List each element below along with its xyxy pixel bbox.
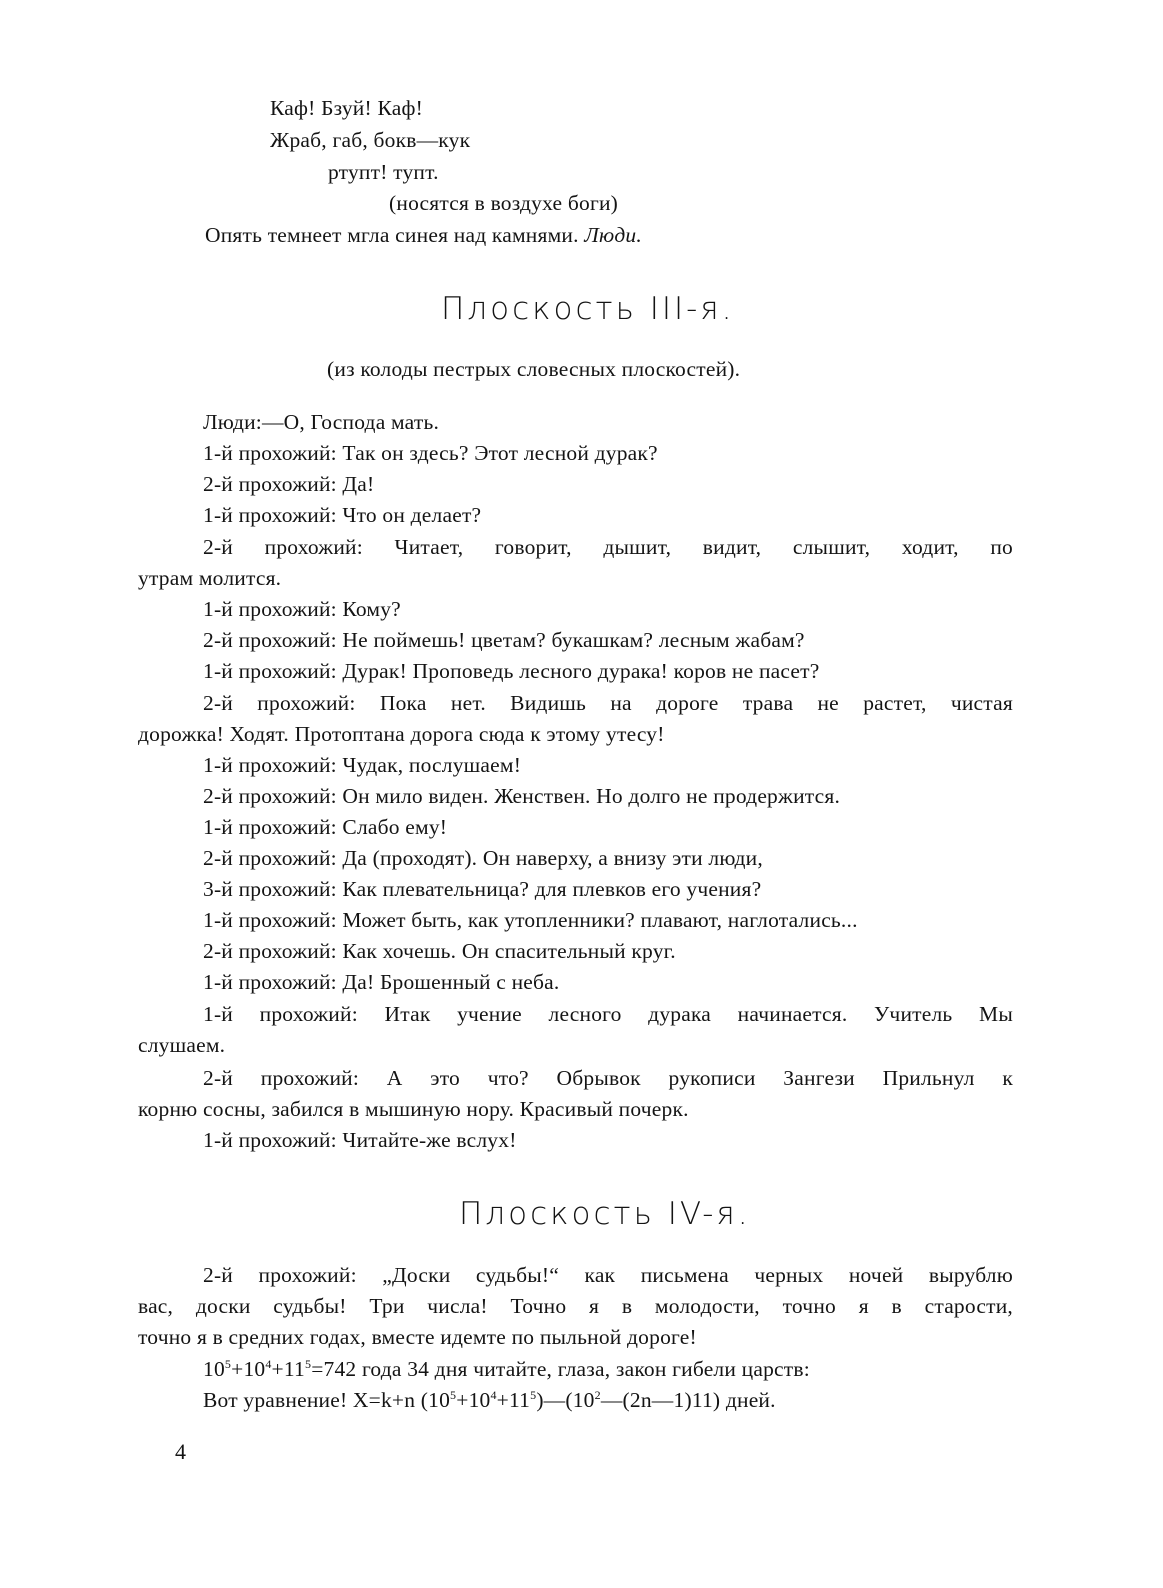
poem-line: Каф! Бзуй! Каф! — [270, 96, 423, 120]
stage-line — [205, 221, 642, 249]
formula-exponent: 5 — [450, 1388, 457, 1402]
poem-line: (носятся в воздухе боги) — [389, 191, 619, 215]
formula-exponent: 5 — [304, 1357, 312, 1371]
formula-base: 10 — [203, 1357, 225, 1381]
dialogue-line: Люди:—О, Господа мать. — [203, 410, 440, 434]
dialogue-line: 3-й прохожий: Как плевательница? для плевков его учения? — [203, 877, 762, 901]
dialogue-line: 1-й прохожий: Итак учение лесного дурака начинается. Учитель Мы — [203, 1002, 1013, 1026]
formula-text: =742 года 34 дня читайте, глаза, закон гибели царств: — [311, 1357, 810, 1381]
formula-base: 10 — [428, 1388, 451, 1412]
dialogue-line: вас, доски судьбы! Три числа! Точно я в молодости, точно я в старости, — [138, 1294, 1013, 1318]
formula-exponent: 2 — [594, 1388, 601, 1402]
dialogue-line: 2-й прохожий: Да (проходят). Он наверху, а внизу эти люди, — [203, 846, 763, 870]
equation-text: Вот уравнение! X=k+n ( — [203, 1388, 429, 1412]
formula-operator: + — [456, 1388, 469, 1412]
dialogue-line: 1-й прохожий: Да! Брошенный с неба. — [203, 970, 560, 994]
dialogue-line: дорожка! Ходят. Протоптана дорога сюда к этому утесу! — [138, 722, 665, 746]
poem-line: Жраб, габ, бокв—кук — [270, 128, 471, 152]
formula-base: 11 — [283, 1357, 305, 1381]
dialogue-line: 2-й прохожий: Он мило виден. Женствен. Но долго не продержится. — [203, 784, 841, 808]
stage-text: Опять темнеет мгла синея над камнями. — [205, 223, 579, 247]
section-3-subtitle: (из колоды пестрых словесных плоскостей). — [327, 357, 741, 381]
equation-text: —(2n—1)11) дней. — [600, 1388, 776, 1412]
dialogue-line: 1-й прохожий: Кому? — [203, 597, 401, 621]
dialogue-line: 1-й прохожий: Читайте-же вслух! — [203, 1128, 517, 1152]
equation-line — [203, 1386, 776, 1414]
equation-text: )—( — [536, 1388, 573, 1412]
dialogue-line: 2-й прохожий: Пока нет. Видишь на дороге трава не растет, чистая — [203, 691, 1013, 715]
dialogue-line: 1-й прохожий: Чудак, послушаем! — [203, 753, 522, 777]
dialogue-line: 1-й прохожий: Так он здесь? Этот лесной дурак? — [203, 441, 658, 465]
formula-exponent: 5 — [530, 1388, 537, 1402]
dialogue-line: 2-й прохожий: Читает, говорит, дышит, видит, слышит, ходит, по — [203, 535, 1013, 559]
formula-operator: + — [231, 1357, 244, 1381]
formula-base: 10 — [243, 1357, 266, 1381]
dialogue-line: 2-й прохожий: Как хочешь. Он спасительный круг. — [203, 939, 676, 963]
formula-operator: + — [271, 1357, 284, 1381]
dialogue-line: утрам молится. — [138, 566, 282, 590]
formula-base: 10 — [468, 1388, 491, 1412]
poem-line: ртупт! тупт. — [328, 160, 439, 184]
dialogue-line: 1-й прохожий: Что он делает? — [203, 503, 482, 527]
page-number: 4 — [175, 1439, 186, 1464]
dialogue-line: слушаем. — [138, 1033, 226, 1057]
formula-line — [203, 1355, 810, 1383]
dialogue-line: 1-й прохожий: Может быть, как утопленники? плавают, наглотались... — [203, 908, 858, 932]
formula-exponent: 5 — [224, 1357, 232, 1371]
dialogue-line: 2-й прохожий: А это что? Обрывок рукописи Зангези Прильнул к — [203, 1066, 1013, 1090]
formula-exponent: 4 — [490, 1388, 497, 1402]
dialogue-line: точно я в средних годах, вместе идемте по пыльной дороге! — [138, 1325, 697, 1349]
dialogue-line: 2-й прохожий: Не поймешь! цветам? букашкам? лесным жабам? — [203, 628, 805, 652]
section-3-title: Плоскость III-я. — [441, 291, 735, 327]
formula-base: 11 — [509, 1388, 531, 1412]
formula-exponent: 4 — [265, 1357, 272, 1371]
formula-operator: + — [496, 1388, 509, 1412]
dialogue-line: 1-й прохожий: Слабо ему! — [203, 815, 448, 839]
section-4-title: Плоскость IV-я. — [459, 1196, 751, 1232]
formula-base: 10 — [572, 1388, 595, 1412]
dialogue-line: 1-й прохожий: Дурак! Проповедь лесного дурака! коров не пасет? — [203, 659, 820, 683]
dialogue-line: 2-й прохожий: Да! — [203, 472, 375, 496]
dialogue-line: 2-й прохожий: „Доски судьбы!“ как письмена черных ночей вырублю — [203, 1263, 1013, 1287]
dialogue-line: корню сосны, забился в мышиную нору. Красивый почерк. — [138, 1097, 689, 1121]
stage-emphasis: Люди. — [584, 223, 642, 247]
